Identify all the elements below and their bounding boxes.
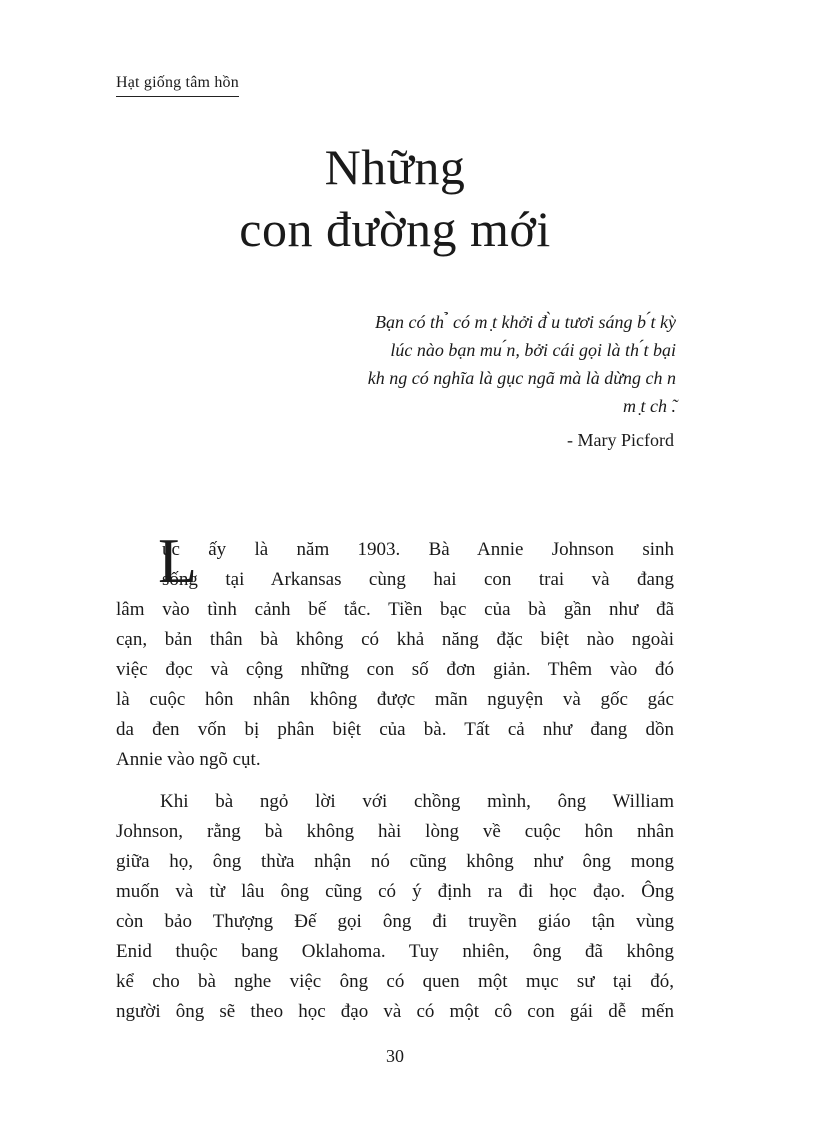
chapter-title-line-1: Những [324,139,466,195]
text-line: muốn và từ lâu ông cũng có ý định ra đi học đạo. Ông [116,881,674,902]
text-line: kể cho bà nghe việc ông có quen một mục sư tại đó, [116,971,674,992]
text-line: việc đọc và cộng những con số đơn giản. Thêm vào đó [116,659,674,680]
running-header: Hạt giống tâm hồn [116,74,239,97]
epigraph-line: lúc nào bạn mu ́n, bởi cái gọi là th ́t bại [390,340,676,360]
paragraph-1 [116,535,674,775]
text-line: úc ấy là năm 1903. Bà Annie Johnson sinh [162,539,674,560]
text-line: da đen vốn bị phân biệt của bà. Tất cả như đang dồn [116,719,674,740]
chapter-title [0,136,790,260]
text-line: giữa họ, ông thừa nhận nó cũng không như ông mong [116,851,674,872]
epigraph-line: m ̣t ch ̃. [623,396,676,416]
epigraph-line: kh ng có nghĩa là gục ngã mà là dừng ch n [367,368,676,388]
text-line: sống tại Arkansas cùng hai con trai và đang [162,569,674,590]
text-line: là cuộc hôn nhân không được mãn nguyện và gốc gác [116,689,674,710]
text-line: Annie vào ngõ cụt. [116,749,261,770]
text-line: Johnson, rằng bà không hài lòng về cuộc hôn nhân [116,821,674,842]
text-line: lâm vào tình cảnh bế tắc. Tiền bạc của bà gần như đã [116,599,674,620]
text-line: cạn, bản thân bà không có khả năng đặc biệt nào ngoài [116,629,674,650]
text-line: Enid thuộc bang Oklahoma. Tuy nhiên, ông đã không [116,941,674,962]
epigraph-quote [236,308,676,420]
epigraph-line: Bạn có th ̉ có m ̣t khởi đ ̀u tươi sáng b ́t kỳ [375,312,676,332]
drop-cap: L [158,525,198,596]
chapter-title-line-2: con đường mới [239,201,551,257]
paragraph-2 [116,787,674,1027]
text-line: còn bảo Thượng Đế gọi ông đi truyền giáo tận vùng [116,911,674,932]
text-line: Khi bà ngỏ lời với chồng mình, ông William [160,791,674,812]
body-text [116,525,674,1027]
epigraph-attribution: - Mary Picford [567,430,674,450]
text-line: người ông sẽ theo học đạo và có một cô con gái dễ mến [116,1001,674,1022]
page-number: 30 [386,1046,404,1066]
